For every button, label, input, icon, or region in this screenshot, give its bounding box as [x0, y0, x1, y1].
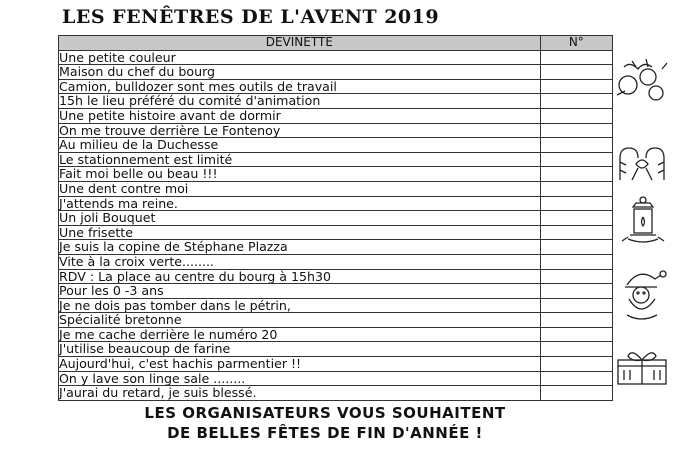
riddle-text: Un joli Bouquet: [59, 211, 541, 226]
riddle-text: Spécialité bretonne: [59, 313, 541, 328]
riddle-text: J'utilise beaucoup de farine: [59, 342, 541, 357]
table-header-row: [59, 36, 613, 51]
riddle-text: RDV : La place au centre du bourg à 15h30: [59, 269, 541, 284]
christmas-ornaments-icon: [612, 55, 670, 105]
answer-number-cell[interactable]: [540, 269, 612, 284]
riddle-text: 15h le lieu préféré du comité d'animation: [59, 94, 541, 109]
answer-number-cell[interactable]: [540, 152, 612, 167]
riddle-table: [58, 35, 613, 401]
riddle-text: Vite à la croix verte........: [59, 254, 541, 269]
answer-number-cell[interactable]: [540, 196, 612, 211]
table-row: [59, 240, 613, 255]
header-riddle: DEVINETTE: [59, 36, 541, 51]
riddle-text: Une petite histoire avant de dormir: [59, 108, 541, 123]
table-row: [59, 196, 613, 211]
answer-number-cell[interactable]: [540, 94, 612, 109]
riddle-text: Une petite couleur: [59, 50, 541, 65]
answer-number-cell[interactable]: [540, 342, 612, 357]
answer-number-cell[interactable]: [540, 181, 612, 196]
answer-number-cell[interactable]: [540, 240, 612, 255]
answer-number-cell[interactable]: [540, 138, 612, 153]
answer-number-cell[interactable]: [540, 298, 612, 313]
candy-cane-bow-icon: [612, 140, 672, 188]
table-row: [59, 298, 613, 313]
table-row: [59, 152, 613, 167]
riddle-text: On me trouve derrière Le Fontenoy: [59, 123, 541, 138]
riddle-text: J'aurai du retard, je suis blessé.: [59, 386, 541, 401]
table-row: [59, 211, 613, 226]
riddle-text: J'attends ma reine.: [59, 196, 541, 211]
riddle-text: Aujourd'hui, c'est hachis parmentier !!: [59, 357, 541, 372]
table-row: [59, 284, 613, 299]
riddle-text: Maison du chef du bourg: [59, 65, 541, 80]
table-row: [59, 123, 613, 138]
riddle-text: Pour les 0 -3 ans: [59, 284, 541, 299]
table-row: [59, 269, 613, 284]
answer-number-cell[interactable]: [540, 123, 612, 138]
header-number: N°: [540, 36, 612, 51]
table-row: [59, 386, 613, 401]
table-row: [59, 313, 613, 328]
table-row: [59, 167, 613, 182]
gift-box-icon: [612, 348, 672, 388]
answer-number-cell[interactable]: [540, 357, 612, 372]
riddle-text: Fait moi belle ou beau !!!: [59, 167, 541, 182]
table-row: [59, 138, 613, 153]
answer-number-cell[interactable]: [540, 284, 612, 299]
answer-number-cell[interactable]: [540, 50, 612, 65]
page-title: LES FENÊTRES DE L'AVENT 2019: [62, 6, 440, 28]
answer-number-cell[interactable]: [540, 371, 612, 386]
table-row: [59, 79, 613, 94]
answer-number-cell[interactable]: [540, 225, 612, 240]
table-row: [59, 225, 613, 240]
table-row: [59, 108, 613, 123]
table-row: [59, 342, 613, 357]
riddle-text: Le stationnement est limité: [59, 152, 541, 167]
answer-number-cell[interactable]: [540, 65, 612, 80]
riddle-text: Je ne dois pas tomber dans le pétrin,: [59, 298, 541, 313]
answer-number-cell[interactable]: [540, 79, 612, 94]
footer-line-1: LES ORGANISATEURS VOUS SOUHAITENT: [144, 404, 506, 422]
answer-number-cell[interactable]: [540, 167, 612, 182]
lantern-icon: [618, 195, 668, 250]
answer-number-cell[interactable]: [540, 327, 612, 342]
table-row: [59, 181, 613, 196]
table-row: [59, 254, 613, 269]
answer-number-cell[interactable]: [540, 313, 612, 328]
table-row: [59, 94, 613, 109]
answer-number-cell[interactable]: [540, 386, 612, 401]
riddle-text: Une frisette: [59, 225, 541, 240]
riddle-text: On y lave son linge sale ........: [59, 371, 541, 386]
riddle-text: Une dent contre moi: [59, 181, 541, 196]
riddle-text: Au milieu de la Duchesse: [59, 138, 541, 153]
table-row: [59, 371, 613, 386]
answer-number-cell[interactable]: [540, 108, 612, 123]
footer-line-2: DE BELLES FÊTES DE FIN D'ANNÉE !: [167, 424, 483, 442]
table-row: [59, 327, 613, 342]
santa-claus-icon: [613, 263, 671, 321]
riddle-text: Je suis la copine de Stéphane Plazza: [59, 240, 541, 255]
table-row: [59, 50, 613, 65]
table-row: [59, 357, 613, 372]
answer-number-cell[interactable]: [540, 254, 612, 269]
answer-number-cell[interactable]: [540, 211, 612, 226]
riddle-text: Camion, bulldozer sont mes outils de travail: [59, 79, 541, 94]
riddle-text: Je me cache derrière le numéro 20: [59, 327, 541, 342]
table-row: [59, 65, 613, 80]
